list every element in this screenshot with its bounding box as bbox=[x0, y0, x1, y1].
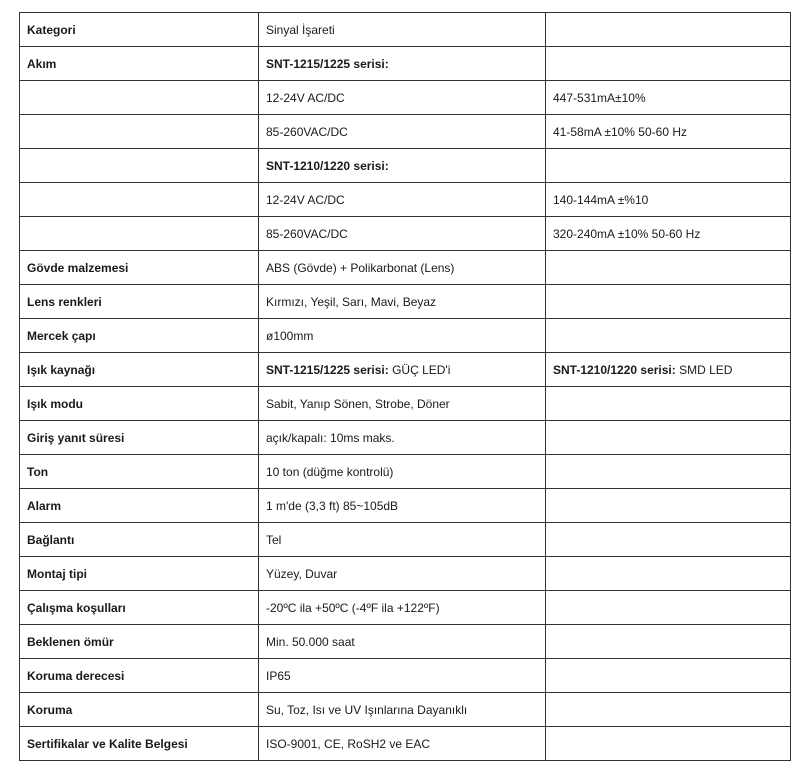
row-extra bbox=[546, 659, 791, 693]
spec-table-body bbox=[20, 13, 791, 761]
row-extra bbox=[546, 149, 791, 183]
table-row bbox=[20, 251, 791, 285]
row-value: Sabit, Yanıp Sönen, Strobe, Döner bbox=[259, 387, 546, 421]
row-extra bbox=[546, 13, 791, 47]
row-label: Sertifikalar ve Kalite Belgesi bbox=[20, 727, 259, 761]
row-value: açık/kapalı: 10ms maks. bbox=[259, 421, 546, 455]
row-label bbox=[20, 115, 259, 149]
row-extra bbox=[546, 387, 791, 421]
table-row bbox=[20, 421, 791, 455]
table-row bbox=[20, 727, 791, 761]
row-extra bbox=[546, 47, 791, 81]
row-extra bbox=[546, 455, 791, 489]
row-value: 85-260VAC/DC bbox=[259, 115, 546, 149]
spec-table bbox=[19, 12, 791, 761]
row-label: Işık kaynağı bbox=[20, 353, 259, 387]
value-text: GÜÇ LED'i bbox=[388, 362, 451, 377]
series-label: SNT-1210/1220 serisi: bbox=[266, 158, 389, 173]
row-extra: 320-240mA ±10% 50-60 Hz bbox=[546, 217, 791, 251]
row-label: Çalışma koşulları bbox=[20, 591, 259, 625]
row-extra bbox=[546, 285, 791, 319]
row-value: 85-260VAC/DC bbox=[259, 217, 546, 251]
table-row bbox=[20, 523, 791, 557]
table-row bbox=[20, 47, 791, 81]
row-value: Sinyal İşareti bbox=[259, 13, 546, 47]
row-label bbox=[20, 217, 259, 251]
row-label bbox=[20, 149, 259, 183]
row-value: -20ºC ila +50ºC (-4ºF ila +122ºF) bbox=[259, 591, 546, 625]
row-value: 10 ton (düğme kontrolü) bbox=[259, 455, 546, 489]
row-label: Montaj tipi bbox=[20, 557, 259, 591]
row-label bbox=[20, 183, 259, 217]
row-label: Ton bbox=[20, 455, 259, 489]
row-extra bbox=[546, 421, 791, 455]
table-row bbox=[20, 693, 791, 727]
table-row bbox=[20, 81, 791, 115]
value-text: SMD LED bbox=[675, 362, 733, 377]
row-label: Koruma bbox=[20, 693, 259, 727]
row-label: Kategori bbox=[20, 13, 259, 47]
table-row bbox=[20, 115, 791, 149]
series-label: SNT-1215/1225 serisi: bbox=[266, 56, 389, 71]
series-label: SNT-1215/1225 serisi: bbox=[266, 362, 389, 377]
row-value: Tel bbox=[259, 523, 546, 557]
row-extra bbox=[546, 591, 791, 625]
table-row bbox=[20, 149, 791, 183]
table-row bbox=[20, 557, 791, 591]
table-row bbox=[20, 183, 791, 217]
table-row bbox=[20, 591, 791, 625]
row-value: Su, Toz, Isı ve UV Işınlarına Dayanıklı bbox=[259, 693, 546, 727]
row-label: Lens renkleri bbox=[20, 285, 259, 319]
table-row bbox=[20, 489, 791, 523]
row-value: ABS (Gövde) + Polikarbonat (Lens) bbox=[259, 251, 546, 285]
row-value: 12-24V AC/DC bbox=[259, 81, 546, 115]
row-value: IP65 bbox=[259, 659, 546, 693]
table-row bbox=[20, 13, 791, 47]
row-label: Mercek çapı bbox=[20, 319, 259, 353]
row-label: Işık modu bbox=[20, 387, 259, 421]
row-value: 1 m'de (3,3 ft) 85~105dB bbox=[259, 489, 546, 523]
row-extra: 447-531mA±10% bbox=[546, 81, 791, 115]
row-value bbox=[259, 353, 546, 387]
row-label: Alarm bbox=[20, 489, 259, 523]
row-value bbox=[259, 149, 546, 183]
row-label: Bağlantı bbox=[20, 523, 259, 557]
row-extra bbox=[546, 523, 791, 557]
series-label: SNT-1210/1220 serisi: bbox=[553, 362, 676, 377]
row-label: Beklenen ömür bbox=[20, 625, 259, 659]
row-extra bbox=[546, 625, 791, 659]
row-extra: 41-58mA ±10% 50-60 Hz bbox=[546, 115, 791, 149]
row-extra bbox=[546, 693, 791, 727]
row-extra bbox=[546, 489, 791, 523]
table-row bbox=[20, 217, 791, 251]
row-value: ø100mm bbox=[259, 319, 546, 353]
row-extra bbox=[546, 353, 791, 387]
row-extra bbox=[546, 727, 791, 761]
row-extra bbox=[546, 557, 791, 591]
row-label bbox=[20, 81, 259, 115]
table-row bbox=[20, 319, 791, 353]
table-row bbox=[20, 659, 791, 693]
row-label: Gövde malzemesi bbox=[20, 251, 259, 285]
table-row bbox=[20, 353, 791, 387]
row-label: Giriş yanıt süresi bbox=[20, 421, 259, 455]
row-extra bbox=[546, 251, 791, 285]
table-row bbox=[20, 387, 791, 421]
row-label: Akım bbox=[20, 47, 259, 81]
table-row bbox=[20, 455, 791, 489]
table-row bbox=[20, 285, 791, 319]
row-value: ISO-9001, CE, RoSH2 ve EAC bbox=[259, 727, 546, 761]
row-value: 12-24V AC/DC bbox=[259, 183, 546, 217]
row-value bbox=[259, 47, 546, 81]
row-extra bbox=[546, 319, 791, 353]
row-label: Koruma derecesi bbox=[20, 659, 259, 693]
row-value: Kırmızı, Yeşil, Sarı, Mavi, Beyaz bbox=[259, 285, 546, 319]
table-row bbox=[20, 625, 791, 659]
row-value: Min. 50.000 saat bbox=[259, 625, 546, 659]
row-value: Yüzey, Duvar bbox=[259, 557, 546, 591]
row-extra: 140-144mA ±%10 bbox=[546, 183, 791, 217]
